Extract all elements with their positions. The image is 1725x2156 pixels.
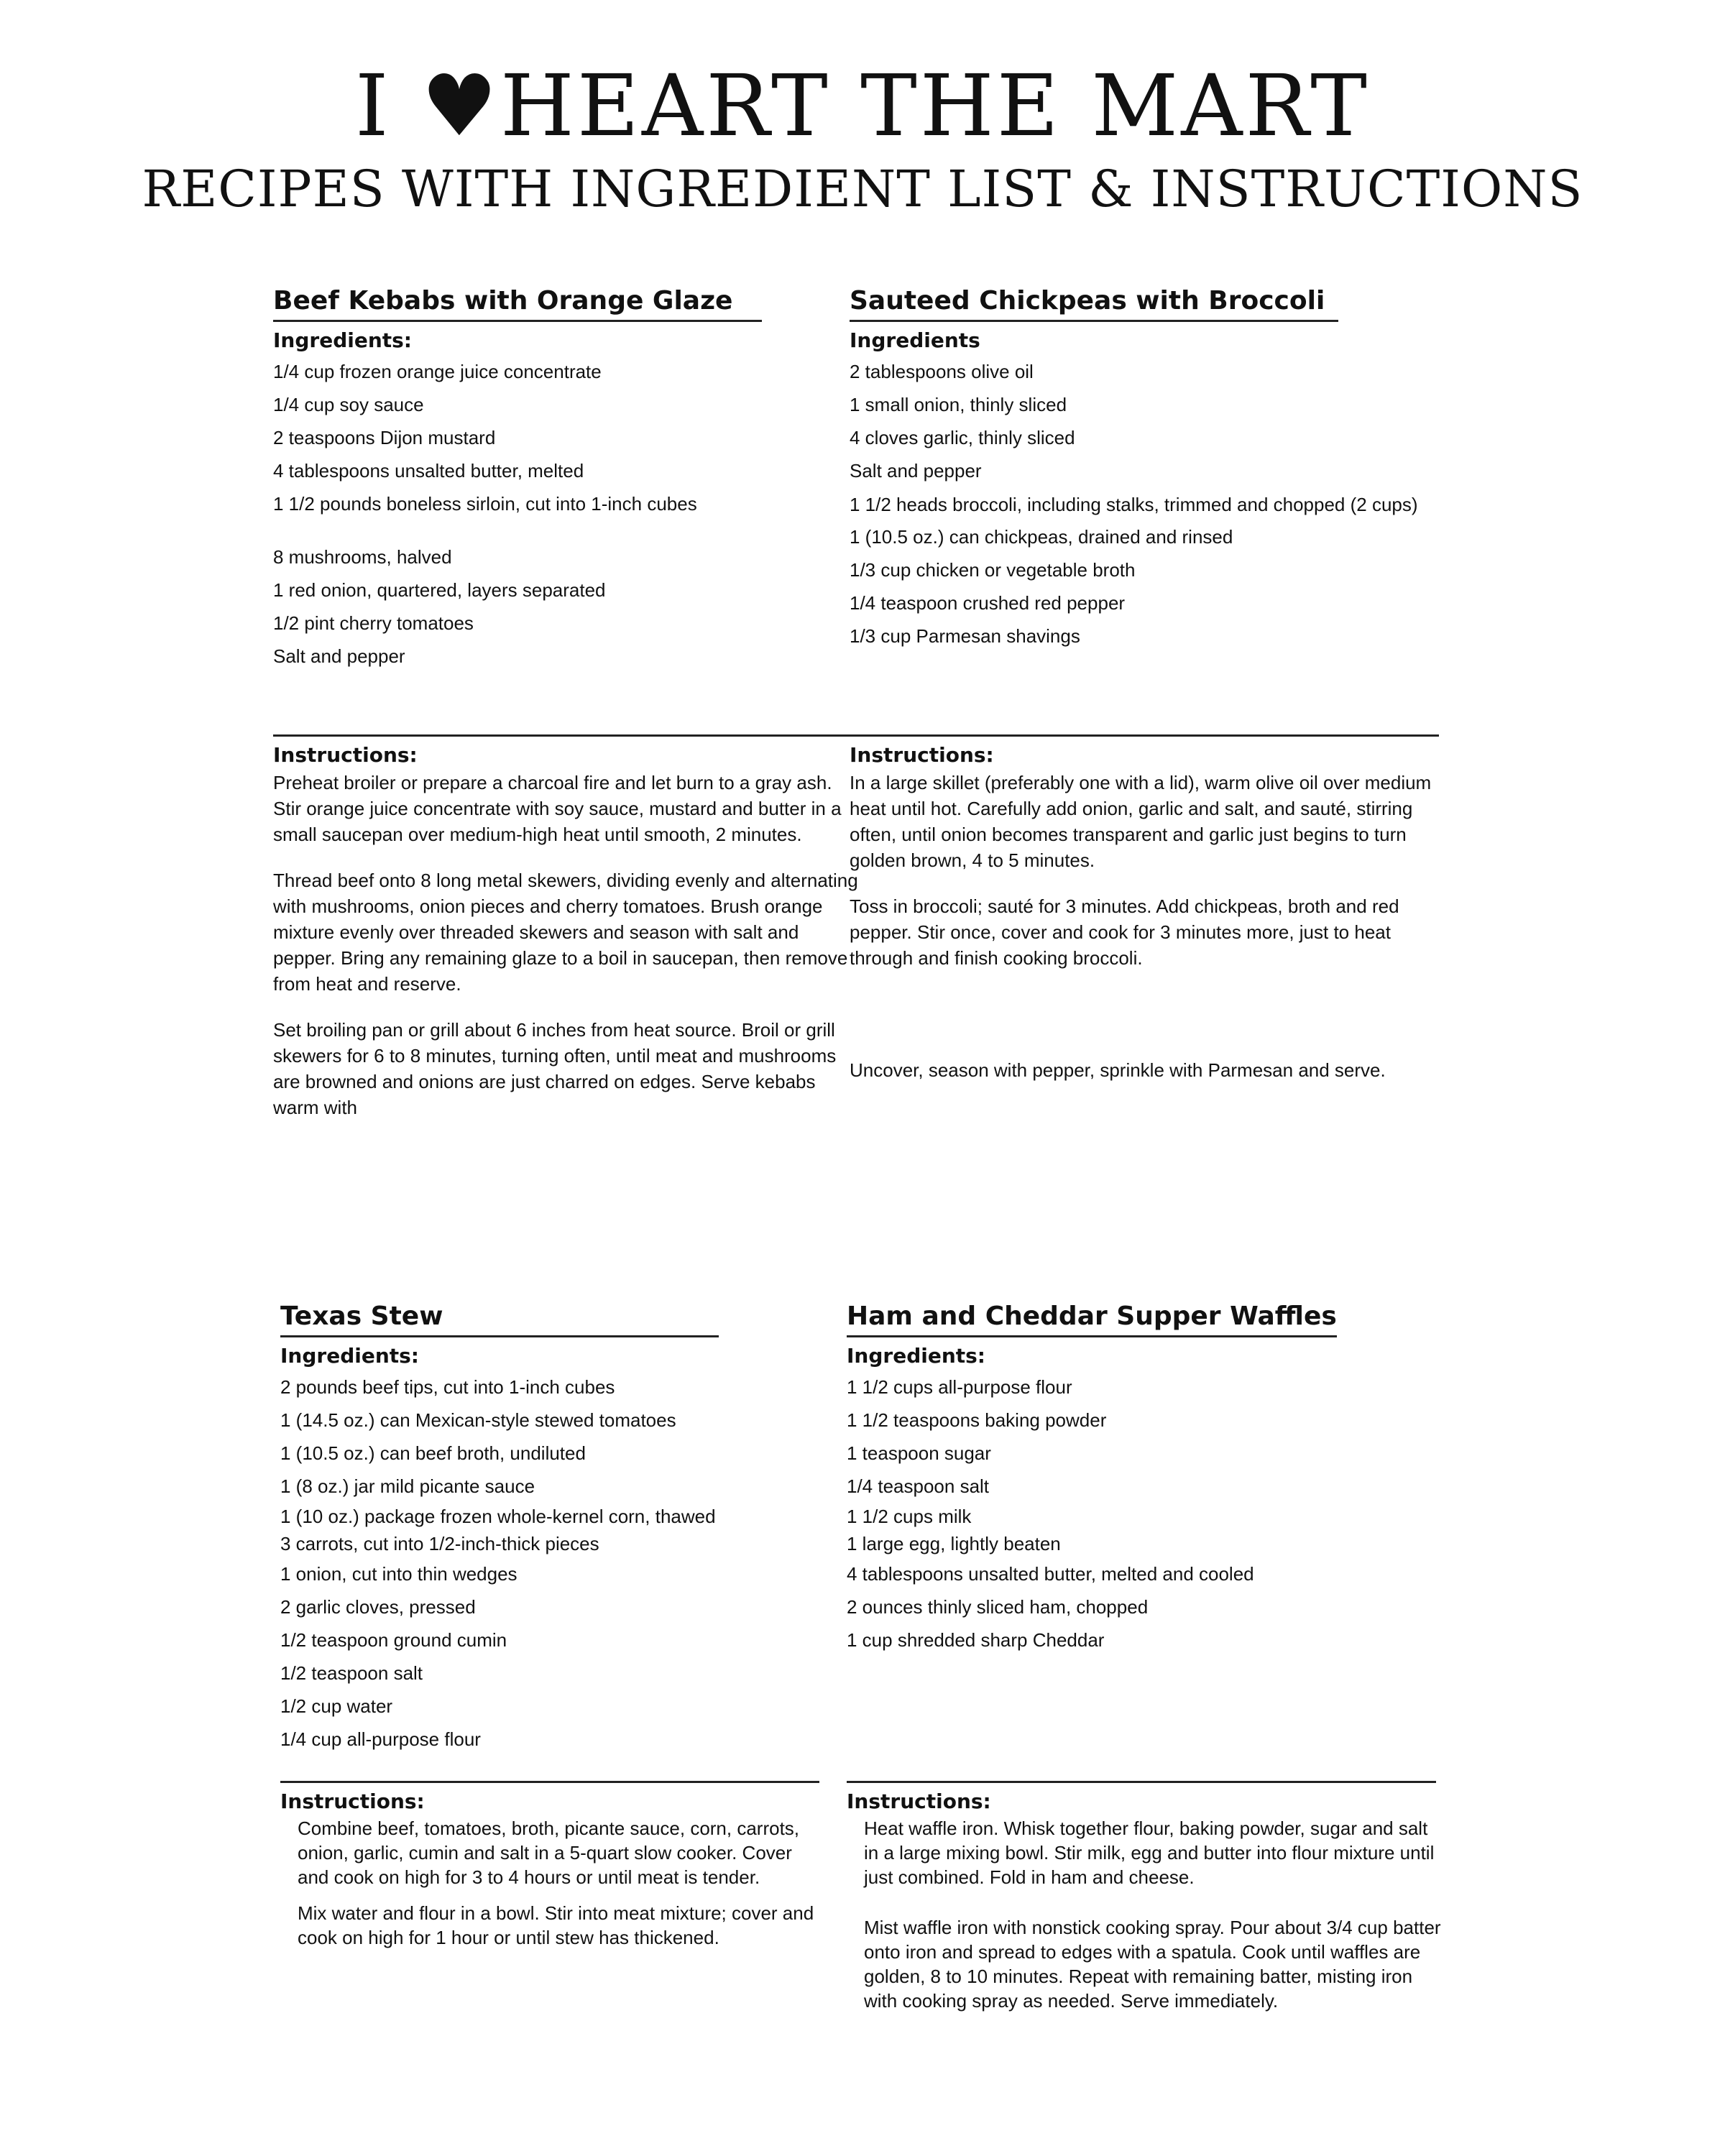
instruction-paragraph: In a large skillet (preferably one with a lid), warm olive oil over medium heat until hot. Carefully add onion, garlic and salt, and sauté, stirring often, until onion becomes transparent and garlic just begins to turn golden brown, 4 to 5 minutes. [850,772,1432,871]
instruction-paragraph: Heat waffle iron. Whisk together flour, baking powder, sugar and salt in a large mixing bowl. Stir milk, egg and butter into flour mixture until just combined. Fold in ham and cheese. [864,1818,1435,1888]
instructions-sauteed-chickpeas [850,734,1439,1103]
recipe-title: Ham and Cheddar Supper Waffles [847,1299,1337,1337]
ingredients-label: Ingredients: [273,328,413,352]
ingredient-item: 1 cup shredded sharp Cheddar [847,1629,1105,1651]
ingredient-item: 2 tablespoons olive oil [850,361,1034,382]
ingredient-item: 1/3 cup Parmesan shavings [850,625,1080,647]
ingredient-item: 1/2 cup water [280,1695,393,1717]
ingredient-item: 4 tablespoons unsalted butter, melted and cooled [847,1563,1254,1585]
ingredient-item: 1 1/2 cups milk [847,1506,972,1527]
ingredient-item: 1 (10 oz.) package frozen whole-kernel corn, thawed [280,1506,716,1527]
ingredient-item: 2 garlic cloves, pressed [280,1596,476,1618]
instruction-paragraph: Mist waffle iron with nonstick cooking spray. Pour about 3/4 cup batter onto iron and spread to edges with a spatula. Cook until waffles are golden, 8 to 10 minutes. Repeat with remaining batter, misting iron with cooking spray as needed. Serve immediately. [864,1917,1441,2012]
ingredient-item: 1 large egg, lightly beaten [847,1533,1061,1554]
ingredient-item: 1 (8 oz.) jar mild picante sauce [280,1475,535,1497]
page-title: I ♥HEART THE MART [355,56,1370,155]
ingredients-label: Ingredients: [847,1344,986,1368]
instruction-text [847,1816,1443,2013]
ingredient-item: 1 onion, cut into thin wedges [280,1563,518,1585]
divider [273,734,862,737]
ingredient-item: 1/2 teaspoon salt [280,1662,423,1684]
recipe-ham-cheddar-waffles [847,1299,1436,1657]
ingredient-item: 8 mushrooms, halved [273,546,452,568]
divider [280,1781,819,1783]
instructions-label: Instructions: [847,1789,991,1813]
ingredient-item: 1/4 teaspoon salt [847,1475,990,1497]
instruction-paragraph: Set broiling pan or grill about 6 inches from heat source. Broil or grill skewers for 6 to 8 minutes, turning often, until meat and mushrooms are browned and onions are just charred on edges. Serve kebabs warm with [273,1019,837,1118]
page-subtitle: RECIPES WITH INGREDIENT LIST & INSTRUCTIONS [142,160,1583,218]
divider [850,734,1439,737]
divider [847,1781,1436,1783]
ingredient-item: 1 1/2 heads broccoli, including stalks, trimmed and chopped (2 cups) [850,494,1418,515]
recipe-texas-stew [280,1299,870,1756]
ingredient-item: 1/3 cup chicken or vegetable broth [850,559,1136,581]
ingredient-item: 2 ounces thinly sliced ham, chopped [847,1596,1149,1618]
instruction-paragraph: Toss in broccoli; sauté for 3 minutes. Add chickpeas, broth and red pepper. Stir once, cover and cook for 3 minutes more, just to heat through and finish cooking broccoli. [850,895,1399,969]
instructions-label: Instructions: [850,743,994,767]
ingredient-item: 4 cloves garlic, thinly sliced [850,427,1075,448]
ingredient-item: Salt and pepper [273,645,405,667]
ingredient-item: 1 teaspoon sugar [847,1442,991,1464]
instruction-paragraph: Thread beef onto 8 long metal skewers, dividing evenly and alternating with mushrooms, onion pieces and cherry tomatoes. Brush orange mixture evenly over threaded skewers and season with salt and pepper. Bring any remaining glaze to a boil in saucepan, then remove from heat and reserve. [273,870,858,995]
instructions-beef-kebabs [273,734,862,1141]
ingredient-item: 1 (14.5 oz.) can Mexican-style stewed tomatoes [280,1409,676,1431]
ingredient-item: 1 small onion, thinly sliced [850,394,1067,415]
recipe-title: Texas Stew [280,1299,719,1337]
ingredient-item: 1/2 teaspoon ground cumin [280,1629,507,1651]
ingredient-item: 1 1/2 pounds boneless sirloin, cut into 1-inch cubes [273,493,697,515]
instructions-ham-cheddar-waffles [847,1781,1443,2024]
ingredient-list [273,355,862,673]
ingredient-item: 1/2 pint cherry tomatoes [273,612,474,634]
instruction-paragraph: Uncover, season with pepper, sprinkle with Parmesan and serve. [850,1059,1386,1081]
ingredient-list [850,355,1439,653]
instruction-paragraph: Preheat broiler or prepare a charcoal fire and let burn to a gray ash. Stir orange juice concentrate with soy sauce, mustard and butter in a small saucepan over medium-high heat until smooth, 2 minutes. [273,772,842,845]
instruction-text [273,770,862,1120]
recipe-sauteed-chickpeas [850,284,1439,653]
ingredient-item: 1/4 teaspoon crushed red pepper [850,592,1126,614]
ingredient-item: 2 pounds beef tips, cut into 1-inch cubes [280,1376,615,1398]
ingredient-item: 1/4 cup all-purpose flour [280,1728,481,1750]
ingredient-list [847,1370,1436,1657]
ingredient-item: 1/4 cup frozen orange juice concentrate [273,361,602,382]
ingredient-item: 2 teaspoons Dijon mustard [273,427,496,448]
recipe-title: Beef Kebabs with Orange Glaze [273,284,762,322]
instruction-paragraph: Combine beef, tomatoes, broth, picante sauce, corn, carrots, onion, garlic, cumin and salt in a 5-quart slow cooker. Cover and cook on high for 3 to 4 hours or until meat is tender. [298,1818,800,1888]
ingredient-list [280,1370,870,1756]
ingredient-item: Salt and pepper [850,460,982,482]
recipe-beef-kebabs [273,284,862,673]
ingredients-label: Ingredients [850,328,980,352]
instructions-label: Instructions: [280,1789,425,1813]
ingredient-item: 1 (10.5 oz.) can beef broth, undiluted [280,1442,586,1464]
instructions-texas-stew [280,1781,827,1961]
instructions-label: Instructions: [273,743,418,767]
ingredient-item: 3 carrots, cut into 1/2-inch-thick pieces [280,1533,599,1554]
ingredient-item: 1 1/2 cups all-purpose flour [847,1376,1072,1398]
ingredient-item: 1 (10.5 oz.) can chickpeas, drained and rinsed [850,526,1233,548]
ingredients-label: Ingredients: [280,1344,420,1368]
ingredient-item: 1 1/2 teaspoons baking powder [847,1409,1107,1431]
ingredient-item: 1 red onion, quartered, layers separated [273,579,606,601]
ingredient-item: 4 tablespoons unsalted butter, melted [273,460,584,482]
instruction-text [280,1816,827,1950]
instruction-text [850,770,1439,1083]
ingredient-item: 1/4 cup soy sauce [273,394,424,415]
instruction-paragraph: Mix water and flour in a bowl. Stir into meat mixture; cover and cook on high for 1 hour or until stew has thickened. [298,1902,814,1948]
recipe-title: Sauteed Chickpeas with Broccoli [850,284,1338,322]
